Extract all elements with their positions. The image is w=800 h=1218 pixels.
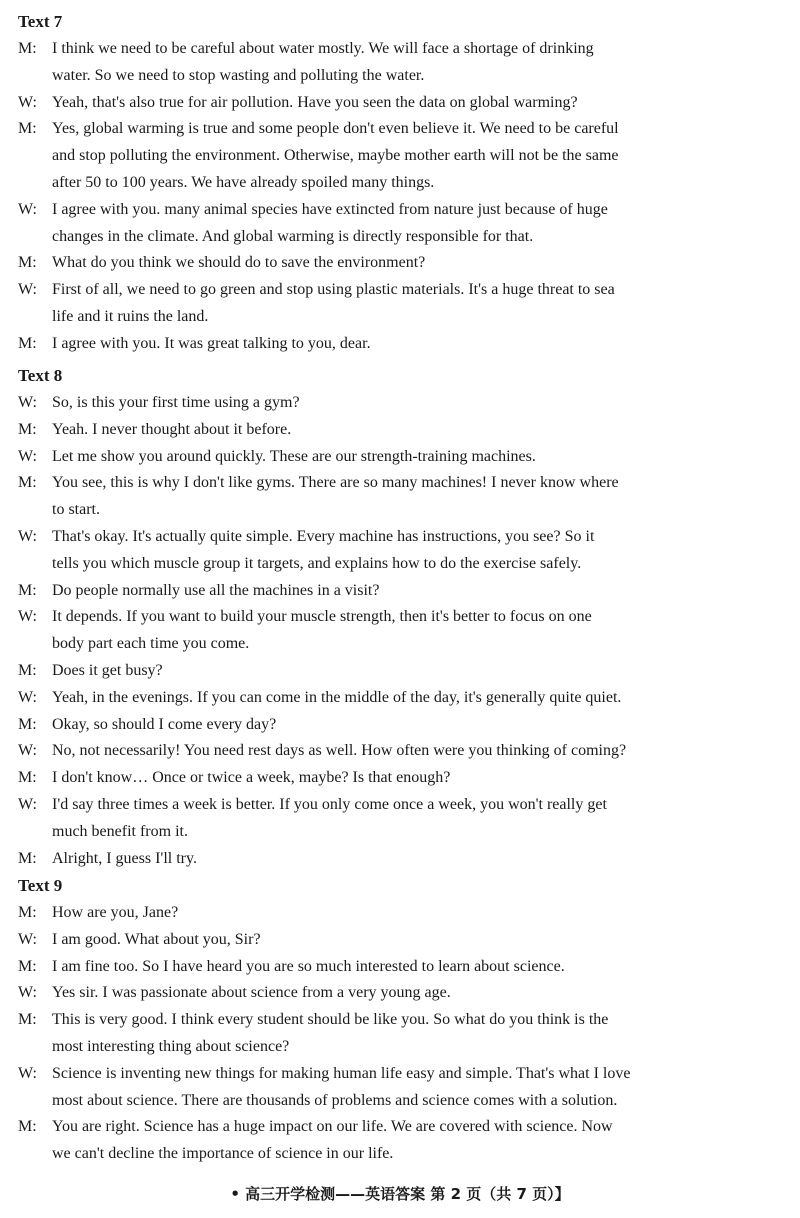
speaker-label: W: <box>18 281 37 299</box>
dialogue-line: I think we need to be careful about water mostly. We will face a shortage of drinking <box>52 40 594 57</box>
dialogue-line: tells you which muscle group it targets, and explains how to do the exercise safely. <box>52 554 582 572</box>
dialogue-turn <box>18 792 782 846</box>
dialogue-turn <box>18 846 782 873</box>
speaker-label: W: <box>18 200 37 218</box>
dialogue-line: What do you think we should do to save the environment? <box>52 254 426 272</box>
dialogue-turn <box>18 658 782 685</box>
dialogue-line: Do people normally use all the machines in a visit? <box>52 581 380 599</box>
dialogue-line: You see, this is why I don't like gyms. There are so many machines! I never know where <box>52 474 619 492</box>
speaker-label: M: <box>18 581 37 599</box>
dialogue-line: Let me show you around quickly. These are our strength-training machines. <box>52 447 536 465</box>
speaker-label: M: <box>18 420 37 438</box>
dialogue-turn <box>18 444 782 471</box>
speaker-label: W: <box>18 1064 37 1082</box>
dialogue-turn <box>18 197 782 251</box>
speaker-label: W: <box>18 93 37 111</box>
dialogue-line: Okay, so should I come every day? <box>52 715 277 733</box>
dialogue-turn <box>18 604 782 658</box>
speaker-label: M: <box>18 904 37 921</box>
speaker-label: W: <box>18 447 37 465</box>
speaker-label: W: <box>18 394 37 411</box>
dialogue-turn <box>18 417 782 444</box>
dialogue-line: most interesting thing about science? <box>52 1037 290 1055</box>
dialogue-turn <box>18 954 782 981</box>
dialogue-line: First of all, we need to go green and stop using plastic materials. It's a huge threat to sea <box>52 281 615 299</box>
dialogue-turn <box>18 927 782 954</box>
dialogue-line: Science is inventing new things for making human life easy and simple. That's what I love <box>52 1064 631 1082</box>
dialogue-line: water. So we need to stop wasting and polluting the water. <box>52 66 425 84</box>
dialogue-turn <box>18 578 782 605</box>
speaker-label: M: <box>18 849 37 867</box>
dialogue-line: It depends. If you want to build your muscle strength, then it's better to focus on one <box>52 608 592 626</box>
speaker-label: W: <box>18 930 37 948</box>
dialogue-line: we can't decline the importance of science in our life. <box>52 1145 394 1163</box>
dialogue-line: body part each time you come. <box>52 635 250 653</box>
section-heading: Text 7 <box>18 12 63 31</box>
dialogue-line: No, not necessarily! You need rest days as well. How often were you thinking of coming? <box>52 742 627 760</box>
dialogue-line: after 50 to 100 years. We have already spoiled many things. <box>52 173 435 191</box>
dialogue-turn <box>18 277 782 331</box>
dialogue-line: I agree with you. It was great talking to you, dear. <box>52 334 371 352</box>
speaker-label: W: <box>18 608 37 626</box>
dialogue-turn <box>18 685 782 712</box>
dialogue-turn <box>18 765 782 792</box>
dialogue-turn <box>18 1061 782 1115</box>
speaker-label: M: <box>18 40 37 57</box>
dialogue-line: Yes sir. I was passionate about science from a very young age. <box>52 984 451 1002</box>
dialogue-line: You are right. Science has a huge impact on our life. We are covered with science. Now <box>52 1118 613 1136</box>
speaker-label: M: <box>18 769 37 787</box>
dialogue-line: changes in the climate. And global warming is directly responsible for that. <box>52 227 534 245</box>
speaker-label: W: <box>18 984 37 1002</box>
dialogue-line: So, is this your first time using a gym? <box>52 394 300 411</box>
dialogue-line: much benefit from it. <box>52 822 188 840</box>
dialogue-line: Does it get busy? <box>52 662 163 679</box>
dialogue-turn <box>18 116 782 196</box>
dialogue-line: to start. <box>52 501 100 519</box>
dialogue-turn <box>18 738 782 765</box>
dialogue-turn <box>18 980 782 1007</box>
dialogue-line: and stop polluting the environment. Otherwise, maybe mother earth will not be the same <box>52 147 619 165</box>
dialogue-turn <box>18 36 782 90</box>
speaker-label: M: <box>18 254 37 272</box>
dialogue-line: I am good. What about you, Sir? <box>52 930 261 948</box>
dialogue-line: I agree with you. many animal species have extincted from nature just because of huge <box>52 200 608 218</box>
dialogue-line: most about science. There are thousands of problems and science comes with a solution. <box>52 1091 618 1109</box>
speaker-label: W: <box>18 528 37 545</box>
dialogue-line: Yeah, that's also true for air pollution. Have you seen the data on global warming? <box>52 93 578 111</box>
dialogue-turn <box>18 524 782 578</box>
section-heading: Text 9 <box>18 876 63 895</box>
speaker-label: W: <box>18 742 37 760</box>
speaker-label: M: <box>18 715 37 733</box>
dialogue-line: That's okay. It's actually quite simple. Every machine has instructions, you see? So it <box>52 528 595 545</box>
speaker-label: M: <box>18 120 37 138</box>
page-footer: • 高三开学检测——英语答案 第 2 页（共 7 页）】 <box>230 1185 570 1203</box>
dialogue-turn <box>18 712 782 739</box>
speaker-label: W: <box>18 688 37 706</box>
dialogue-line: Alright, I guess I'll try. <box>52 849 197 867</box>
dialogue-line: Yeah, in the evenings. If you can come in the middle of the day, it's generally quite quiet. <box>52 688 622 706</box>
speaker-label: M: <box>18 1118 37 1136</box>
dialogue-line: I don't know… Once or twice a week, maybe? Is that enough? <box>52 769 451 787</box>
dialogue-line: How are you, Jane? <box>52 904 179 921</box>
dialogue-turn <box>18 90 782 117</box>
dialogue-turn <box>18 1007 782 1061</box>
dialogue-line: life and it ruins the land. <box>52 307 209 325</box>
dialogue-line: I am fine too. So I have heard you are so much interested to learn about science. <box>52 957 565 975</box>
dialogue-turn <box>18 390 782 417</box>
dialogue-turn <box>18 331 782 358</box>
dialogue-line: Yes, global warming is true and some people don't even believe it. We need to be careful <box>52 120 619 138</box>
dialogue-turn <box>18 250 782 277</box>
speaker-label: M: <box>18 474 37 492</box>
speaker-label: M: <box>18 662 37 679</box>
dialogue-turn <box>18 1114 782 1168</box>
dialogue-turn <box>18 470 782 524</box>
speaker-label: W: <box>18 796 37 813</box>
speaker-label: M: <box>18 334 37 352</box>
dialogue-turn <box>18 900 782 927</box>
speaker-label: M: <box>18 1011 37 1029</box>
dialogue-line: Yeah. I never thought about it before. <box>52 420 292 438</box>
speaker-label: M: <box>18 957 37 975</box>
section-heading: Text 8 <box>18 366 63 385</box>
dialogue-line: This is very good. I think every student should be like you. So what do you think is the <box>52 1011 609 1029</box>
dialogue-line: I'd say three times a week is better. If you only come once a week, you won't really get <box>52 796 607 813</box>
